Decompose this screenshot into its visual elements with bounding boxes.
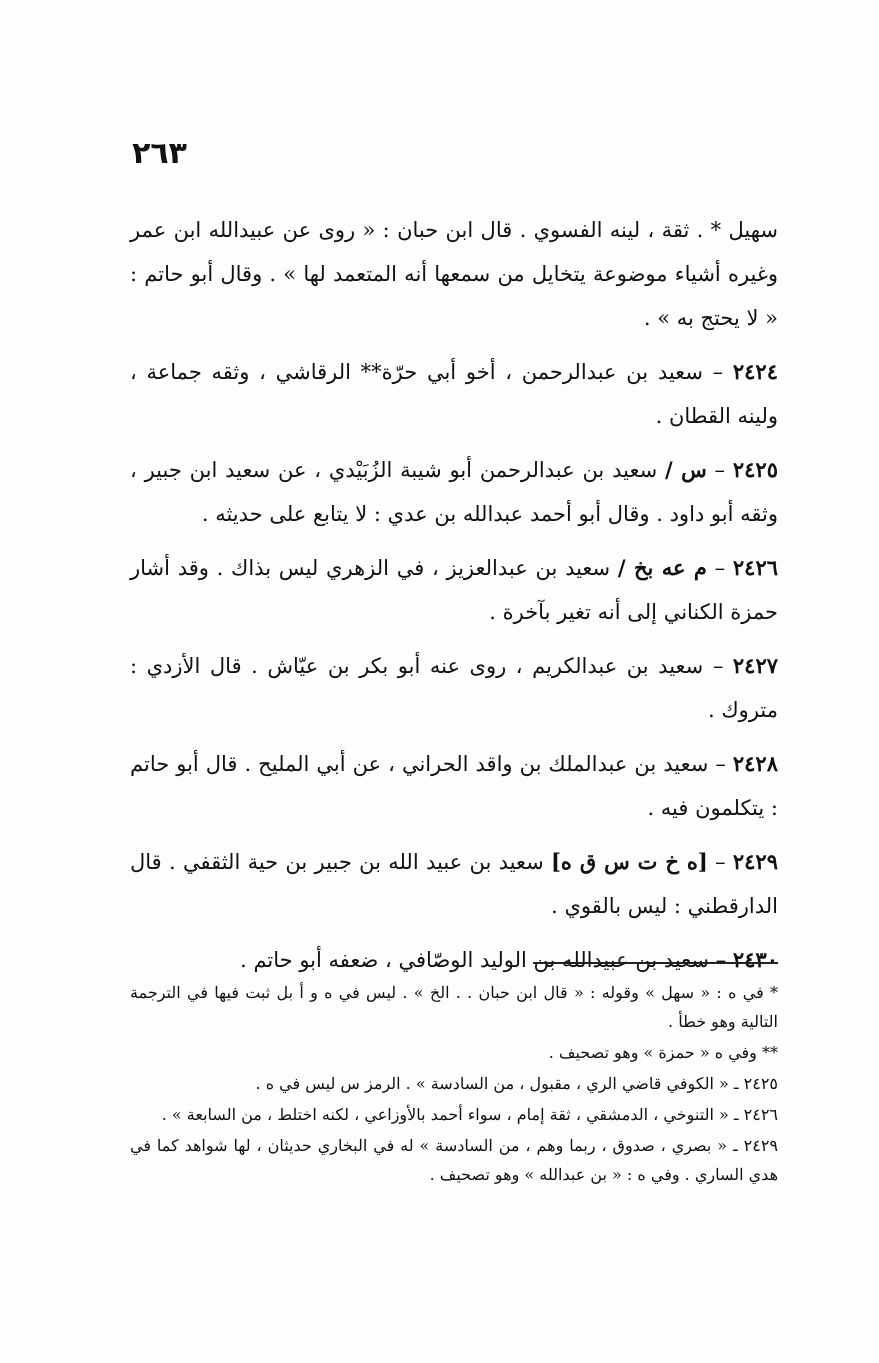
entry-number: ٢٤٢٤ [732, 359, 778, 384]
entry-2427 [130, 644, 778, 732]
footnote: ٢٤٢٩ ـ « بصري ، صدوق ، ربما وهم ، من السادسة » له في البخاري حديثان ، لها شواهد كما في هدي الساري . وفي ه : « بن عبدالله » وهو تصحيف . [130, 1136, 778, 1184]
main-text [130, 208, 778, 992]
footnote: * في ه : « سهل » وقوله : « قال ابن حبان . . الخ » . ليس في ه و أ بل ثبت فيها في الترجمة التالية وهو خطأ . [130, 983, 778, 1031]
footnote-divider [533, 962, 778, 964]
entry-text: سعيد بن عبدالملك بن واقد الحراني ، عن أبي المليح . قال أبو حاتم : يتكلمون فيه . [130, 752, 778, 820]
entry-dash: – [712, 360, 724, 384]
entry-text: سعيد بن عبدالكريم ، روى عنه أبو بكر بن عيّاش . قال الأزدي : متروك . [130, 654, 778, 722]
entry-text: سعيد بن عبدالعزيز ، في الزهري ليس بذاك . وقد أشار حمزة الكناني إلى أنه تغير بآخرة . [130, 556, 778, 624]
entry-number: ٢٤٢٩ [732, 849, 778, 874]
entry-dash: – [712, 654, 724, 678]
entry-2425 [130, 448, 778, 536]
entry-number: ٢٤٢٧ [732, 653, 779, 678]
entry-2426 [130, 546, 778, 634]
entry-2430 [130, 938, 778, 982]
entry-code: م عه بخ / [617, 555, 707, 580]
entry-text: سعيد بن عبيدالله بن الوليد الوصّافي ، ضعفه أبو حاتم . [240, 948, 709, 972]
footnote: ٢٤٢٥ ـ « الكوفي قاضي الري ، مقبول ، من السادسة » . الرمز س ليس في ه . [255, 1074, 778, 1093]
entry-code: [ه خ ت س ق ه] [550, 849, 708, 874]
entry-dash: – [714, 458, 726, 482]
entry-number: ٢٤٣٠ [732, 947, 778, 972]
entry-dash: – [715, 752, 726, 776]
entry-2428 [130, 742, 778, 830]
entry-number: ٢٤٢٨ [732, 751, 778, 776]
entry-dash: – [715, 850, 726, 874]
entry-code: س / [664, 457, 707, 482]
entry-dash: – [715, 948, 727, 972]
entry-text: سعيد بن عبدالرحمن ، أخو أبي حرّة** الرقاشي ، وثقه جماعة ، ولينه القطان . [130, 360, 778, 428]
entry-2424 [130, 350, 778, 438]
footnote: ** وفي ه « حمزة » وهو تصحيف . [548, 1043, 778, 1062]
footnotes [130, 978, 778, 1191]
footnote: ٢٤٢٦ ـ « التنوخي ، الدمشقي ، ثقة إمام ، سواء أحمد بالأوزاعي ، لكنه اختلط ، من السابعة » . [161, 1105, 778, 1124]
entry-text: سعيد بن عبدالرحمن أبو شيبة الزُبَيْدي ، عن سعيد ابن جبير ، وثقه أبو داود . وقال أبو أحمد عبدالله بن عدي : لا يتابع على حديثه . [130, 458, 778, 526]
entry-2429 [130, 840, 778, 928]
entry-number: ٢٤٢٦ [732, 555, 779, 580]
page-number: ٢٦٣ [132, 136, 187, 171]
intro-paragraph: سهيل * . ثقة ، لينه الفسوي . قال ابن حبان : « روى عن عبيدالله ابن عمر وغيره أشياء موضوعة يتخايل من سمعها أنه المتعمد لها » . وقال أبو حاتم : « لا يحتج به » . [130, 218, 778, 330]
entry-text: سعيد بن عبيد الله بن جبير بن حية الثقفي . قال الدارقطني : ليس بالقوي . [130, 850, 778, 918]
entry-dash: – [714, 556, 726, 580]
entry-number: ٢٤٢٥ [732, 457, 778, 482]
